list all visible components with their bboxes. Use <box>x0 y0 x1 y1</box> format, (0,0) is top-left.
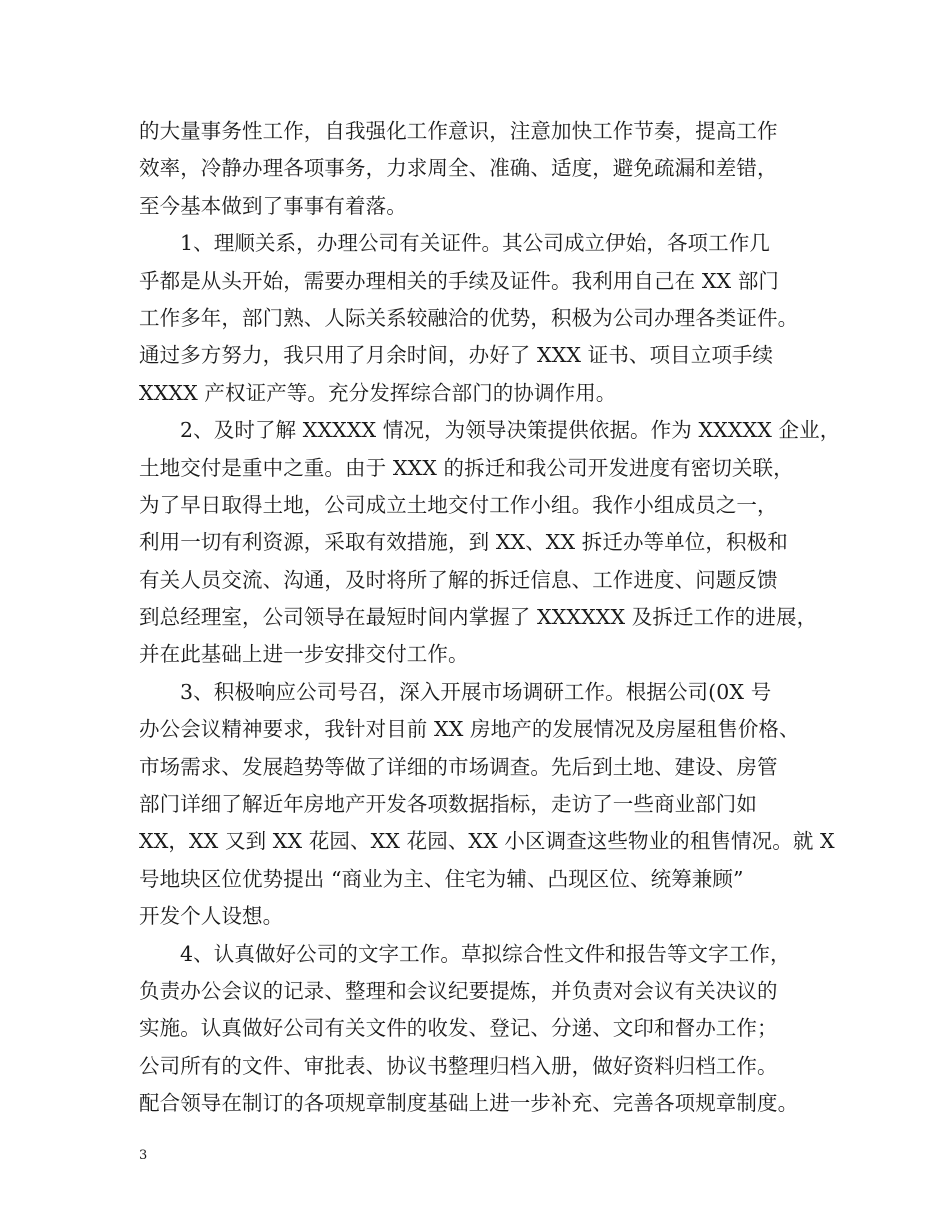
text-line: 2、及时了解 XXXXX 情况，为领导决策提供依据。作为 XXXXX 企业， <box>180 418 841 443</box>
text-line: 开发个人设想。 <box>139 904 284 929</box>
text-line: 的大量事务性工作，自我强化工作意识，注意加快工作节奏，提高工作 <box>139 119 778 143</box>
text-line: 1、理顺关系，办理公司有关证件。其公司成立伊始，各项工作几 <box>180 231 770 256</box>
text-line: 办公会议精神要求，我针对目前 XX 房地产的发展情况及房屋租售价格、 <box>139 717 800 742</box>
text-line: 并在此基础上进一步安排交付工作。 <box>139 642 469 667</box>
text-line: 利用一切有利资源，采取有效措施，到 XX、XX 拆迁办等单位，积极和 <box>139 530 788 555</box>
text-line: 负责办公会议的记录、整理和会议纪要提炼，并负责对会议有关决议的 <box>139 978 778 1003</box>
text-line: 有关人员交流、沟通，及时将所了解的拆迁信息、工作进度、问题反馈 <box>139 567 778 592</box>
text-line: XXXX 产权证产等。充分发挥综合部门的协调作用。 <box>139 380 617 405</box>
text-line: 通过多方努力，我只用了月余时间，办好了 XXX 证书、项目立项手续 <box>139 343 774 368</box>
text-line: 市场需求、发展趋势等做了详细的市场调查。先后到土地、建设、房管 <box>139 754 778 779</box>
text-line: 效率，冷静办理各项事务，力求周全、准确、适度，避免疏漏和差错， <box>139 156 778 181</box>
text-line: 乎都是从头开始，需要办理相关的手续及证件。我利用自己在 XX 部门 <box>139 268 780 293</box>
text-line: 工作多年，部门熟、人际关系较融洽的优势，积极为公司办理各类证件。 <box>139 305 799 330</box>
body-text <box>139 113 839 1123</box>
text-line: 至今基本做到了事事有着落。 <box>139 193 407 218</box>
text-line: 为了早日取得土地，公司成立土地交付工作小组。我作小组成员之一， <box>139 492 778 517</box>
text-line: 号地块区位优势提出 “商业为主、住宅为辅、凸现区位、统筹兼顾” <box>139 866 744 891</box>
text-line: 4、认真做好公司的文字工作。草拟综合性文件和报告等文字工作， <box>180 941 791 966</box>
text-line: 配合领导在制订的各项规章制度基础上进一步补充、完善各项规章制度。 <box>139 1091 799 1116</box>
text-line: XX，XX 又到 XX 花园、XX 花园、XX 小区调查这些物业的租售情况。就 X <box>139 829 835 854</box>
text-line: 实施。认真做好公司有关文件的收发、登记、分递、文印和督办工作； <box>139 1016 778 1041</box>
text-line: 部门详细了解近年房地产开发各项数据指标，走访了一些商业部门如 <box>139 792 757 817</box>
text-line: 3、积极响应公司号召，深入开展市场调研工作。根据公司(0X 号 <box>180 679 772 704</box>
text-line: 到总经理室，公司领导在最短时间内掌握了 XXXXXX 及拆迁工作的进展， <box>139 605 818 630</box>
text-line: 土地交付是重中之重。由于 XXX 的拆迁和我公司开发进度有密切关联， <box>139 455 794 480</box>
page-number: 3 <box>139 1148 148 1163</box>
text-line: 公司所有的文件、审批表、协议书整理归档入册，做好资料归档工作。 <box>139 1053 778 1078</box>
